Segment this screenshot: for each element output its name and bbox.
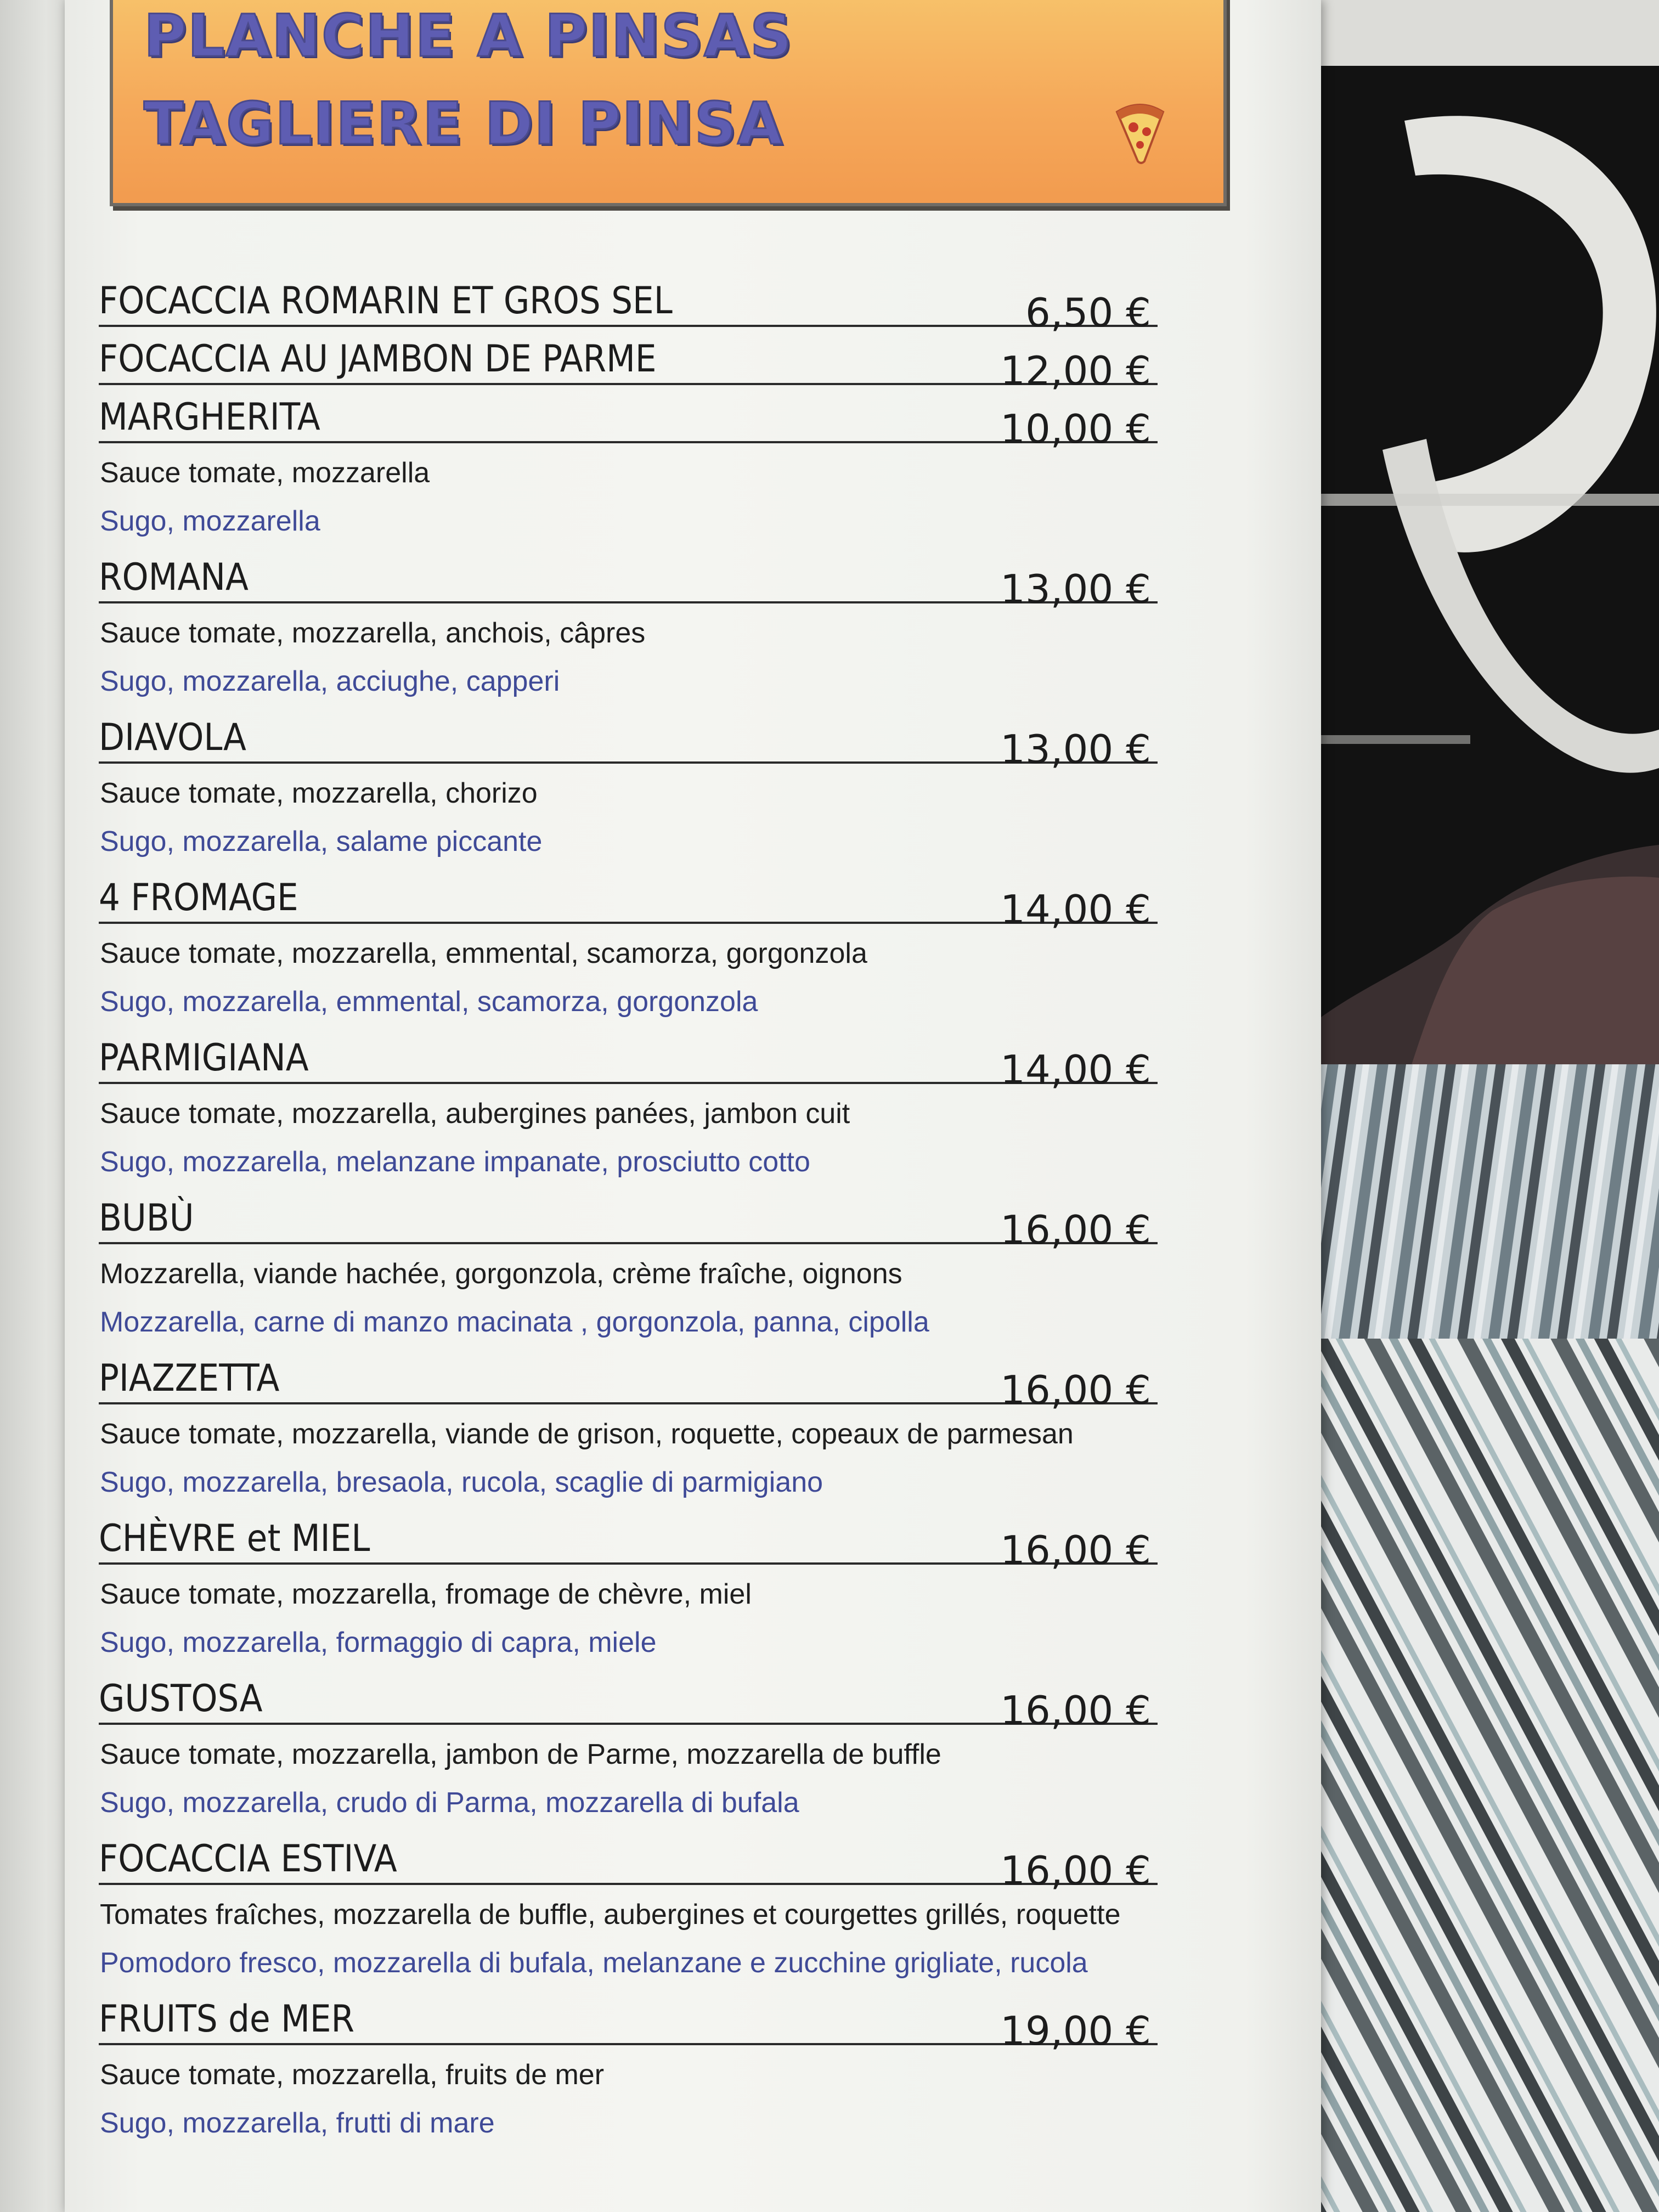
menu-item-header — [99, 1186, 1158, 1253]
menu-item-header — [99, 1987, 1158, 2054]
menu-item-description-italian: Sugo, mozzarella, frutti di mare — [100, 2107, 495, 2139]
menu-item-description-italian: Sugo, mozzarella, bresaola, rucola, scaglie di parmigiano — [100, 1466, 823, 1498]
menu-item-header — [99, 1827, 1158, 1894]
menu-item-header — [99, 866, 1158, 933]
menu-item — [99, 545, 1158, 706]
menu-item-name: FRUITS de MER — [99, 1997, 355, 2041]
menu-item — [99, 269, 1158, 336]
menu-item-name: FOCACCIA ROMARIN ET GROS SEL — [99, 279, 673, 323]
menu-item-price: 14,00 € — [1000, 1047, 1151, 1093]
menu-item-name: PARMIGIANA — [99, 1036, 309, 1080]
menu-item-name: GUSTOSA — [99, 1677, 263, 1720]
menu-item-description-italian: Sugo, mozzarella, emmental, scamorza, gorgonzola — [100, 986, 758, 1018]
menu-item-price: 16,00 € — [1000, 1527, 1151, 1573]
menu-item-description-italian: Sugo, mozzarella, salame piccante — [100, 826, 543, 857]
menu-item-price: 13,00 € — [1000, 726, 1151, 772]
menu-item — [99, 706, 1158, 866]
menu-item-price: 6,50 € — [1025, 290, 1151, 336]
menu-item-description-french: Sauce tomate, mozzarella, viande de grison, roquette, copeaux de parmesan — [100, 1418, 1074, 1450]
header-banner — [110, 0, 1227, 206]
menu-item-name: DIAVOLA — [99, 716, 246, 759]
menu-item — [99, 327, 1158, 394]
menu-item-name: PIAZZETTA — [99, 1357, 280, 1400]
menu-item-name: CHÈVRE et MIEL — [99, 1517, 370, 1560]
menu-item-description-french: Sauce tomate, mozzarella, jambon de Parme, mozzarella de buffle — [100, 1739, 941, 1770]
menu-item-header — [99, 1026, 1158, 1093]
menu-item — [99, 1026, 1158, 1186]
menu-list — [99, 269, 1158, 2147]
menu-item-name: BUBÙ — [99, 1197, 194, 1240]
menu-item — [99, 1186, 1158, 1346]
menu-item-description-french: Sauce tomate, mozzarella, fromage de chèvre, miel — [100, 1578, 752, 1610]
menu-item-header — [99, 327, 1158, 394]
menu-item — [99, 385, 1158, 545]
menu-item — [99, 1506, 1158, 1667]
menu-item-description-french: Sauce tomate, mozzarella, anchois, câpres — [100, 617, 646, 649]
menu-item-header — [99, 385, 1158, 452]
menu-item-header — [99, 1667, 1158, 1734]
title-french: PLANCHE A PINSAS — [144, 2, 793, 70]
menu-item-header — [99, 1346, 1158, 1413]
menu-item-price: 16,00 € — [1000, 1207, 1151, 1253]
menu-item-description-italian: Sugo, mozzarella, acciughe, capperi — [100, 665, 560, 697]
menu-item-price: 13,00 € — [1000, 566, 1151, 612]
menu-item-description-italian: Pomodoro fresco, mozzarella di bufala, melanzane e zucchine grigliate, rucola — [100, 1947, 1088, 1979]
menu-item-price: 14,00 € — [1000, 887, 1151, 933]
menu-page — [65, 0, 1321, 2212]
menu-item-name: FOCACCIA AU JAMBON DE PARME — [99, 337, 657, 381]
menu-item-header — [99, 545, 1158, 612]
menu-item — [99, 1346, 1158, 1506]
menu-item-name: MARGHERITA — [99, 396, 320, 439]
menu-item — [99, 1987, 1158, 2147]
menu-item-header — [99, 269, 1158, 336]
menu-item-description-french: Sauce tomate, mozzarella — [100, 457, 430, 489]
menu-item — [99, 1667, 1158, 1827]
menu-item-price: 12,00 € — [1000, 348, 1151, 394]
menu-item-description-french: Sauce tomate, mozzarella, chorizo — [100, 777, 538, 809]
menu-item-price: 10,00 € — [1000, 406, 1151, 452]
menu-item-description-italian: Sugo, mozzarella, crudo di Parma, mozzarella di bufala — [100, 1787, 799, 1819]
pizza-slice-icon — [1114, 100, 1166, 165]
menu-item-price: 16,00 € — [1000, 1848, 1151, 1894]
menu-item-header — [99, 1506, 1158, 1573]
menu-item-description-french: Sauce tomate, mozzarella, emmental, scamorza, gorgonzola — [100, 938, 867, 969]
menu-item-price: 16,00 € — [1000, 1688, 1151, 1734]
menu-item-name: FOCACCIA ESTIVA — [99, 1837, 397, 1881]
menu-item-name: ROMANA — [99, 556, 249, 599]
menu-item — [99, 866, 1158, 1026]
menu-item-header — [99, 706, 1158, 772]
menu-item-description-italian: Sugo, mozzarella — [100, 505, 320, 537]
menu-item-description-french: Sauce tomate, mozzarella, aubergines panées, jambon cuit — [100, 1098, 850, 1130]
title-italian: TAGLIERE DI PINSA — [144, 90, 783, 157]
menu-item-description-french: Mozzarella, viande hachée, gorgonzola, crème fraîche, oignons — [100, 1258, 902, 1290]
menu-item-description-french: Tomates fraîches, mozzarella de buffle, aubergines et courgettes grillés, roquette — [100, 1899, 1121, 1931]
menu-item-description-italian: Sugo, mozzarella, melanzane impanate, prosciutto cotto — [100, 1146, 810, 1178]
menu-item — [99, 1827, 1158, 1987]
menu-item-description-italian: Mozzarella, carne di manzo macinata , gorgonzola, panna, cipolla — [100, 1306, 929, 1338]
menu-item-description-italian: Sugo, mozzarella, formaggio di capra, miele — [100, 1627, 657, 1658]
menu-item-name: 4 FROMAGE — [99, 876, 298, 919]
menu-item-price: 19,00 € — [1000, 2008, 1151, 2054]
menu-item-price: 16,00 € — [1000, 1367, 1151, 1413]
menu-item-description-french: Sauce tomate, mozzarella, fruits de mer — [100, 2059, 605, 2091]
